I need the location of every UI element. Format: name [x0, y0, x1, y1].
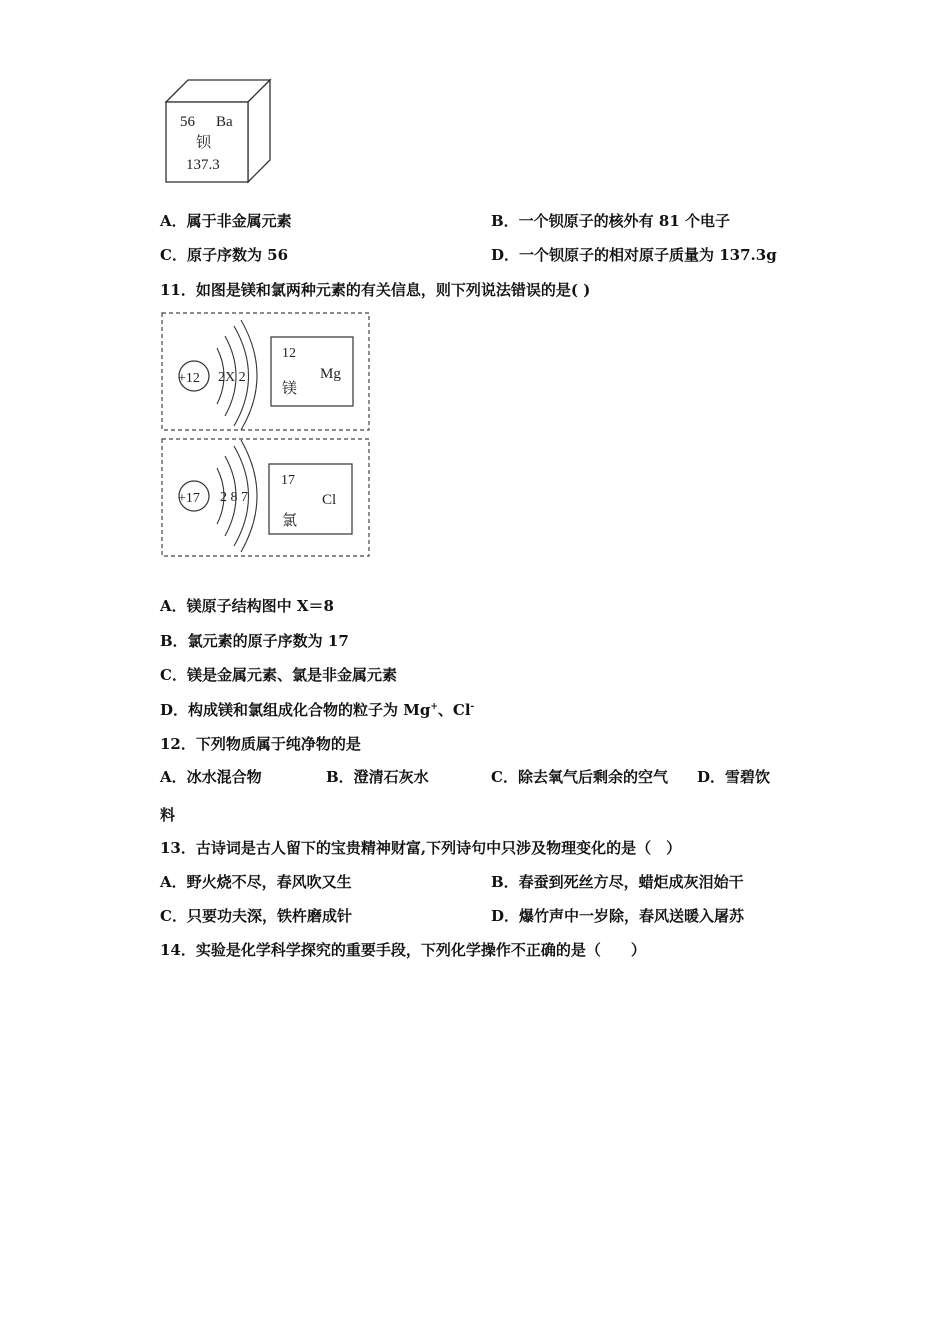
q13-option-b: B．春蚕到死丝方尽，蜡炬成灰泪始干: [491, 873, 744, 891]
q11-option-d-text: D．构成镁和氯组成化合物的粒子为 Mg: [160, 701, 431, 719]
mg-name: 镁: [282, 381, 298, 397]
q13-option-c: C．只要功夫深，铁杵磨成针: [160, 907, 352, 925]
barium-element-card: [160, 76, 275, 186]
q10-option-c: C．原子序数为 56: [160, 246, 289, 264]
mg-nucleus: +12: [178, 371, 200, 386]
q11-option-d-text-2: 、Cl: [437, 701, 471, 719]
mg-symbol: Mg: [320, 366, 341, 382]
q10-option-a: A．属于非金属元素: [160, 212, 292, 230]
q12-option-d: D．雪碧饮: [697, 768, 771, 786]
ba-symbol: Ba: [216, 114, 233, 130]
q13-option-a: A．野火烧不尽，春风吹又生: [160, 873, 352, 891]
ba-atomic-mass: 137.3: [186, 157, 220, 173]
cl-symbol: Cl: [322, 492, 337, 508]
cl-shells: 2 8 7: [220, 490, 248, 505]
q12-option-d-wrap: 料: [160, 806, 176, 824]
q13-option-d: D．爆竹声中一岁除，春风送暖入屠苏: [491, 907, 745, 925]
q10-option-d: D．一个钡原子的相对原子质量为 137.3g: [491, 246, 777, 264]
q13-stem: 13．古诗词是古人留下的宝贵精神财富,下列诗句中只涉及物理变化的是（ ）: [160, 839, 682, 857]
magnesium-diagram: [161, 312, 373, 432]
cl-nucleus: +17: [178, 491, 200, 506]
mg-atomic-number: 12: [282, 346, 296, 361]
q14-stem: 14．实验是化学科学探究的重要手段，下列化学操作不正确的是（ ）: [160, 941, 646, 959]
q12-stem: 12．下列物质属于纯净物的是: [160, 735, 361, 753]
ba-atomic-number: 56: [180, 114, 195, 130]
q12-option-c: C．除去氧气后剩余的空气: [491, 768, 668, 786]
q10-option-b: B．一个钡原子的核外有 81 个电子: [491, 212, 730, 230]
ba-name: 钡: [196, 135, 212, 151]
mg-ion-charge: +: [430, 702, 438, 712]
q12-option-a: A．冰水混合物: [160, 768, 262, 786]
chlorine-diagram: [161, 438, 373, 558]
cl-atomic-number: 17: [281, 473, 295, 488]
q11-option-c: C．镁是金属元素、氯是非金属元素: [160, 666, 397, 684]
q11-option-d: [160, 700, 474, 720]
cl-name: 氯: [282, 513, 298, 529]
cl-ion-charge: -: [470, 702, 475, 712]
q11-option-a: A．镁原子结构图中 X＝8: [160, 597, 334, 615]
mg-shells: 2X 2: [218, 370, 246, 385]
q11-stem: 11．如图是镁和氯两种元素的有关信息，则下列说法错误的是( ): [160, 281, 591, 299]
q12-option-b: B．澄清石灰水: [326, 768, 429, 786]
q11-option-b: B．氯元素的原子序数为 17: [160, 632, 349, 650]
